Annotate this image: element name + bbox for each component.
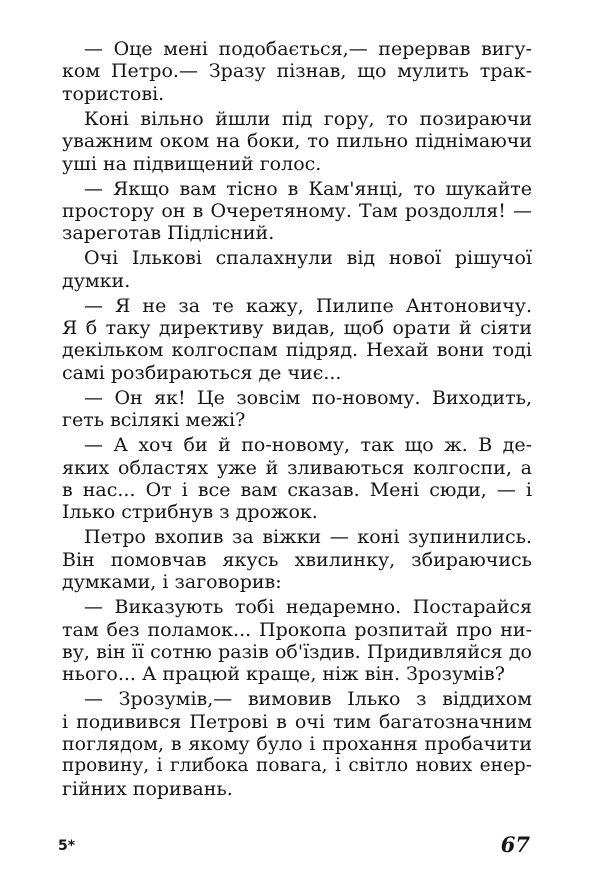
page-footer	[58, 832, 530, 864]
paragraph	[62, 387, 532, 432]
text-line: — Виказують тобі недаремно. Постарайся	[84, 596, 532, 619]
text-line: гійних поривань.	[62, 777, 233, 800]
text-line: декільком колгоспам підряд. Нехай вони тоді	[62, 339, 532, 362]
paragraph	[62, 434, 532, 524]
text-line: Коні вільно йшли під гору, то позираючи	[84, 107, 532, 130]
text-line: в нас... От і все вам сказав. Мені сюди, — і	[62, 478, 532, 501]
text-line: зареготав Підлісний.	[62, 222, 275, 245]
text-line: простору он в Очеретяному. Там роздолля! —	[62, 199, 532, 222]
page-number: 67	[500, 832, 530, 857]
text-line: Очі Ількові спалахнули від нової рішучої	[84, 247, 532, 270]
paragraph	[62, 108, 532, 175]
text-line: — Якщо вам тісно в Кам'янці, то шукайте	[84, 177, 532, 200]
paragraph	[62, 295, 532, 385]
paragraph	[62, 596, 532, 686]
text-line: уважним оком на боки, то пильно піднімаючи	[62, 130, 532, 153]
paragraph	[62, 688, 532, 800]
text-line: яких областях уже й зливаються колгоспи, а	[62, 456, 532, 479]
text-line: — Оце мені подобається,— перервав вигу-	[84, 38, 532, 60]
text-line: там без поламок... Прокопа розпитай про ни-	[62, 618, 532, 641]
text-line: геть всілякі межі?	[62, 409, 246, 432]
text-line: нього... А працюй краще, ніж він. Зрозумів?	[62, 663, 505, 686]
text-line: Ілько стрибнув з дрожок.	[62, 501, 318, 524]
paragraph	[62, 247, 532, 292]
text-line: і подивився Петрові в очі тим багатозначним	[62, 710, 532, 733]
paragraph	[62, 38, 532, 105]
text-line: — А хоч би й по-новому, так що ж. В де-	[84, 434, 532, 457]
text-line: Я б таку директиву видав, щоб орати й сіяти	[62, 317, 532, 340]
text-line: Він помовчав якусь хвилинку, збираючись	[62, 548, 532, 571]
text-line: — Он як! Це зовсім по-новому. Виходить,	[84, 386, 532, 409]
text-line: тористові.	[62, 82, 165, 105]
text-line: уші на підвищений голос.	[62, 152, 322, 175]
text-line: думками, і заговорив:	[62, 571, 282, 594]
text-line: ком Петро.— Зразу пізнав, що мулить трак-	[62, 60, 532, 83]
text-line: — Зрозумів,— вимовив Ілько з віддихом	[84, 688, 532, 711]
text-line: думки.	[62, 269, 131, 292]
text-line: самі розбираються де чиє...	[62, 361, 342, 384]
text-line: провину, і глибока повага, і світло нових енер-	[62, 755, 532, 777]
signature-mark: 5*	[58, 838, 76, 854]
text-line: — Я не за те кажу, Пилипе Антоновичу.	[84, 294, 532, 317]
text-line: ву, він її сотню разів об'їздив. Придивляйся до	[62, 640, 532, 663]
body-text	[62, 38, 532, 803]
paragraph	[62, 178, 532, 245]
text-line: Петро вхопив за віжки — коні зупинились.	[84, 526, 532, 549]
paragraph	[62, 526, 532, 593]
text-line: поглядом, в якому було і прохання пробачити	[62, 733, 532, 756]
